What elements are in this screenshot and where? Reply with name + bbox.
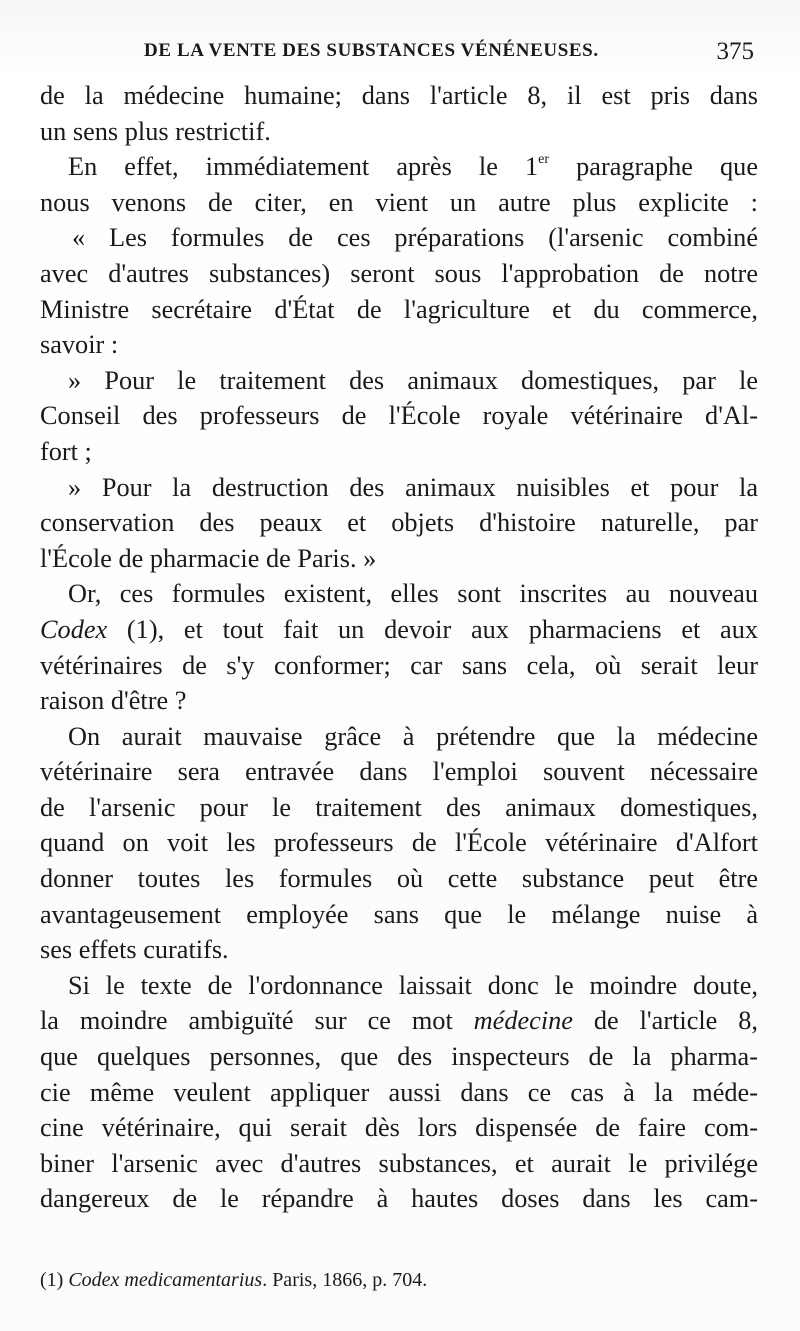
italic-word: médecine: [473, 1006, 573, 1036]
text-line: dangereux de le répandre à hautes doses dans les cam-: [40, 1184, 758, 1214]
text-line: avec d'autres substances) seront sous l'approbation de notre: [40, 258, 758, 288]
text-line: vétérinaire sera entravée dans l'emploi souvent nécessaire: [40, 757, 758, 787]
text-line: vétérinaires de s'y conformer; car sans cela, où serait leur: [40, 650, 758, 680]
footnote-number: (1): [40, 1269, 64, 1291]
text-line: savoir :: [40, 330, 119, 360]
text-span: (1), et tout fait un devoir aux pharmaciens et aux: [107, 614, 758, 644]
text-span: En effet, immédiatement après le 1: [68, 152, 539, 182]
text-line: conservation des peaux et objets d'histoire naturelle, par: [40, 508, 758, 538]
text-line: fort ;: [40, 436, 92, 466]
text-line: [40, 1003, 758, 1039]
text-line: avantageusement employée sans que le mélange nuise à: [40, 899, 758, 929]
running-title: DE LA VENTE DES SUBSTANCES VÉNÉNEUSES.: [144, 40, 599, 61]
text-line: [40, 149, 758, 185]
text-line: donner toutes les formules où cette substance peut être: [40, 864, 758, 894]
text-line: un sens plus restrictif.: [40, 116, 271, 146]
text-line: » Pour le traitement des animaux domestiques, par le: [68, 365, 758, 395]
italic-word: Codex: [40, 614, 108, 644]
body-text: [40, 78, 758, 1217]
text-line: quand on voit les professeurs de l'École vétérinaire d'Alfort: [40, 828, 758, 858]
text-span: la moindre ambiguïté sur ce mot: [40, 1006, 474, 1036]
text-line: biner l'arsenic avec d'autres substances, et aurait le privilége: [40, 1148, 758, 1178]
text-line: raison d'être ?: [40, 686, 187, 716]
footnote-title: Codex medicamentarius: [68, 1269, 263, 1291]
superscript: er: [538, 152, 550, 168]
text-line: « Les formules de ces préparations (l'arsenic combiné: [72, 223, 758, 253]
text-line: de l'arsenic pour le traitement des animaux domestiques,: [40, 792, 758, 822]
text-span: de l'article 8,: [572, 1006, 758, 1036]
text-line: ses effets curatifs.: [40, 935, 229, 965]
text-line: de la médecine humaine; dans l'article 8, il est pris dans: [40, 81, 758, 110]
text-line: » Pour la destruction des animaux nuisibles et pour la: [68, 472, 758, 502]
text-line: cie même veulent appliquer aussi dans ce cas à la méde-: [40, 1077, 758, 1107]
text-line: Or, ces formules existent, elles sont inscrites au nouveau: [68, 579, 758, 609]
text-line: Si le texte de l'ordonnance laissait donc le moindre doute,: [68, 970, 758, 1000]
text-line: cine vétérinaire, qui serait dès lors dispensée de faire com-: [40, 1113, 758, 1143]
footnote-citation: . Paris, 1866, p. 704.: [262, 1269, 428, 1291]
text-line: [40, 612, 758, 648]
running-head: [40, 40, 760, 70]
text-line: nous venons de citer, en vient un autre plus explicite :: [40, 187, 758, 217]
text-line: On aurait mauvaise grâce à prétendre que la médecine: [68, 721, 758, 751]
text-line: Ministre secrétaire d'État de l'agriculture et du commerce,: [40, 294, 758, 324]
text-line: l'École de pharmacie de Paris. »: [40, 543, 377, 573]
text-line: que quelques personnes, que des inspecteurs de la pharma-: [40, 1042, 758, 1072]
page-number: 375: [716, 38, 754, 65]
text-span: paragraphe que: [549, 152, 758, 182]
footnote: [40, 1268, 427, 1292]
text-line: Conseil des professeurs de l'École royale vétérinaire d'Al-: [40, 401, 758, 431]
